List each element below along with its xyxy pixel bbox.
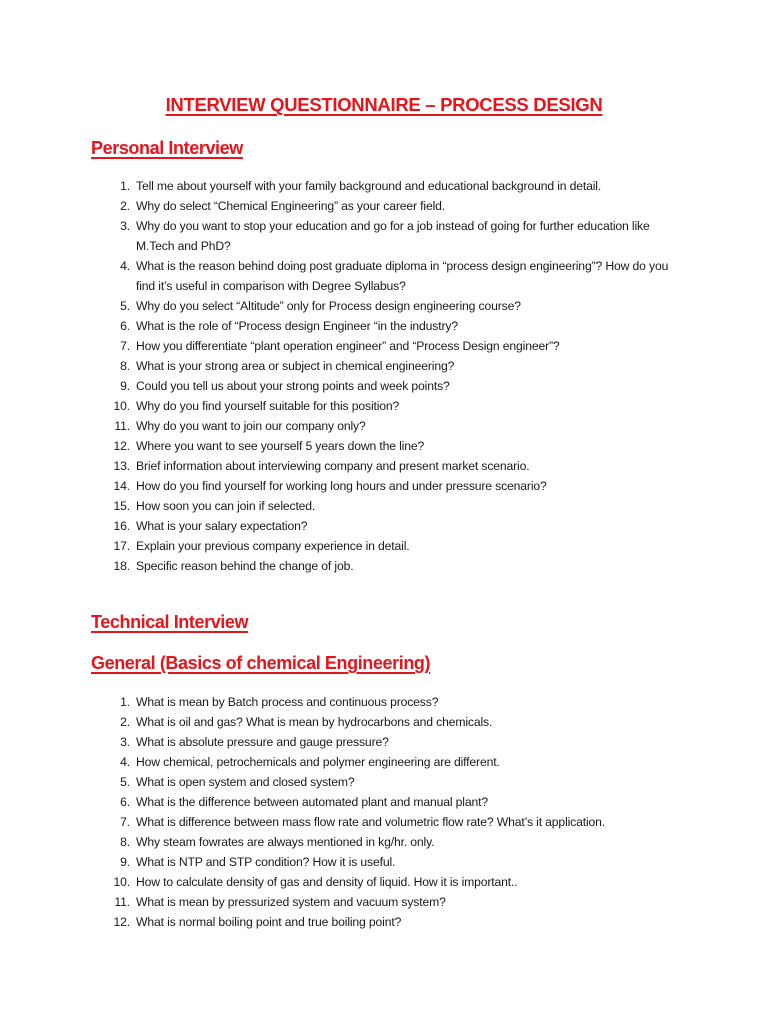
list-item-text: How chemical, petrochemicals and polymer engineering are different.: [136, 755, 500, 769]
list-item-number: 9.: [120, 855, 130, 869]
list-item-text: Why do you find yourself suitable for this position?: [136, 399, 400, 413]
section-heading-general: General (Basics of chemical Engineering): [91, 653, 431, 673]
list-item: [0, 732, 768, 752]
list-item: [0, 296, 768, 316]
list-item-text: What is the difference between automated plant and manual plant?: [136, 795, 488, 809]
list-item-number: 2.: [120, 199, 130, 213]
list-item-text: What is NTP and STP condition? How it is useful.: [136, 855, 396, 869]
list-item-text: How do you find yourself for working long hours and under pressure scenario?: [136, 479, 547, 493]
list-item: [0, 216, 768, 256]
list-item: [0, 692, 768, 712]
list-item: [0, 196, 768, 216]
list-item: [0, 912, 768, 932]
list-item-text: Could you tell us about your strong points and week points?: [136, 379, 450, 393]
list-item-number: 18.: [113, 559, 130, 573]
list-item-number: 3.: [120, 735, 130, 749]
list-item-text: What is oil and gas? What is mean by hydrocarbons and chemicals.: [136, 715, 493, 729]
list-item-number: 4.: [120, 259, 130, 273]
document-title: [0, 94, 768, 116]
list-item: [0, 872, 768, 892]
list-item-text: Why steam fowrates are always mentioned in kg/hr. only.: [136, 835, 435, 849]
personal-question-list: [0, 176, 768, 576]
list-item-number: 1.: [120, 179, 130, 193]
list-item-number: 3.: [120, 219, 130, 233]
list-item-text: Why do you select “Altitude” only for Process design engineering course?: [136, 299, 521, 313]
list-item-text: What is open system and closed system?: [136, 775, 355, 789]
list-item-number: 10.: [113, 399, 130, 413]
list-item-text: How you differentiate “plant operation engineer” and “Process Design engineer”?: [136, 339, 560, 353]
list-item-text: What is your salary expectation?: [136, 519, 308, 533]
list-item-number: 7.: [120, 339, 130, 353]
list-item-text: Specific reason behind the change of job.: [136, 559, 354, 573]
list-item-number: 15.: [113, 499, 130, 513]
list-item: [0, 456, 768, 476]
list-item: [0, 336, 768, 356]
list-item-number: 6.: [120, 319, 130, 333]
list-item-number: 10.: [113, 875, 130, 889]
list-item-text: How soon you can join if selected.: [136, 499, 316, 513]
list-item-text: How to calculate density of gas and density of liquid. How it is important..: [136, 875, 518, 889]
list-item: [0, 176, 768, 196]
list-item-number: 17.: [113, 539, 130, 553]
list-item-number: 12.: [113, 915, 130, 929]
list-item: [0, 436, 768, 456]
list-item: [0, 832, 768, 852]
list-item: [0, 556, 768, 576]
list-item-text: What is normal boiling point and true boiling point?: [136, 915, 402, 929]
list-item-number: 1.: [120, 695, 130, 709]
section-heading-personal: Personal Interview: [91, 138, 243, 158]
list-item-text: Brief information about interviewing company and present market scenario.: [136, 459, 530, 473]
list-item-text: What is your strong area or subject in chemical engineering?: [136, 359, 455, 373]
list-item-text: What is the role of “Process design Engineer “in the industry?: [136, 319, 458, 333]
list-item-number: 2.: [120, 715, 130, 729]
list-item: [0, 852, 768, 872]
section-heading-technical: Technical Interview: [91, 612, 249, 632]
list-item-number: 16.: [113, 519, 130, 533]
list-item-text: Tell me about yourself with your family background and educational background in detail.: [136, 179, 602, 193]
list-item-text: Explain your previous company experience in detail.: [136, 539, 410, 553]
list-item: [0, 256, 768, 296]
list-item: [0, 496, 768, 516]
list-item-number: 11.: [114, 895, 130, 909]
list-item: [0, 316, 768, 336]
list-item-text: What is difference between mass flow rate and volumetric flow rate? What’s it application.: [136, 815, 606, 829]
list-item-text: What is mean by pressurized system and vacuum system?: [136, 895, 446, 909]
list-item: [0, 476, 768, 496]
list-item: [0, 752, 768, 772]
list-item-number: 8.: [120, 835, 130, 849]
list-item-text: Why do you want to stop your education and go for a job instead of going for further education like M.Tech and PhD?: [136, 219, 650, 253]
list-item-number: 9.: [120, 379, 130, 393]
list-item-number: 5.: [120, 775, 130, 789]
list-item-text: What is mean by Batch process and continuous process?: [136, 695, 439, 709]
list-item: [0, 812, 768, 832]
list-item-number: 4.: [120, 755, 130, 769]
list-item-number: 5.: [120, 299, 130, 313]
list-item-text: Why do you want to join our company only?: [136, 419, 366, 433]
list-item: [0, 356, 768, 376]
list-item: [0, 516, 768, 536]
list-item-text: Why do select “Chemical Engineering” as your career field.: [136, 199, 445, 213]
list-item-number: 7.: [120, 815, 130, 829]
list-item-number: 6.: [120, 795, 130, 809]
list-item-number: 11.: [114, 419, 130, 433]
list-item: [0, 892, 768, 912]
list-item-number: 12.: [113, 439, 130, 453]
list-item: [0, 772, 768, 792]
document-title-text: INTERVIEW QUESTIONNAIRE – PROCESS DESIGN: [165, 94, 603, 115]
list-item-number: 13.: [113, 459, 130, 473]
list-item: [0, 536, 768, 556]
list-item-text: What is the reason behind doing post graduate diploma in “process design engineering”? How do you find it’s useful in comparison with Degree Syllabus?: [136, 259, 669, 293]
list-item-text: What is absolute pressure and gauge pressure?: [136, 735, 389, 749]
list-item-text: Where you want to see yourself 5 years down the line?: [136, 439, 425, 453]
list-item-number: 14.: [113, 479, 130, 493]
list-item: [0, 792, 768, 812]
general-question-list: [0, 692, 768, 932]
list-item: [0, 416, 768, 436]
list-item-number: 8.: [120, 359, 130, 373]
list-item: [0, 376, 768, 396]
list-item: [0, 712, 768, 732]
list-item: [0, 396, 768, 416]
